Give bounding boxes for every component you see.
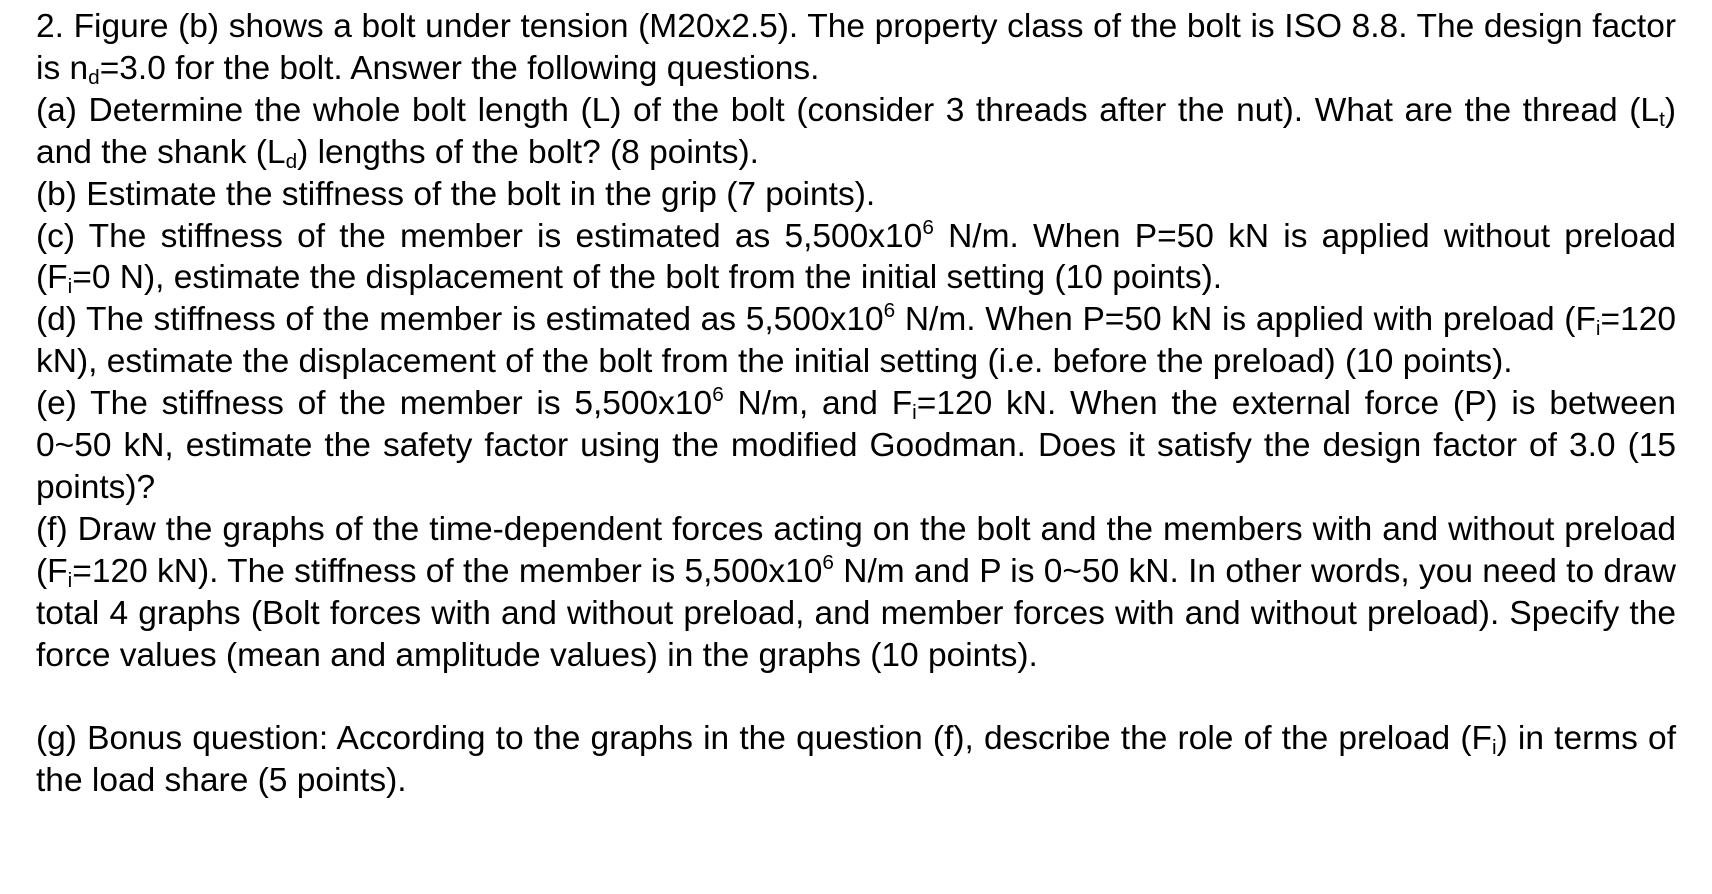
question-f-exponent: 6	[822, 550, 834, 574]
question-d-subscript-i: i	[1595, 317, 1601, 341]
question-g	[36, 718, 1676, 802]
question-f-subscript-i: i	[67, 568, 73, 592]
question-d-text-1: (d) The stiffness of the member is estimated as 5,500x10	[36, 301, 884, 339]
question-e-text-1: (e) The stiffness of the member is 5,500x10	[36, 385, 713, 423]
question-a-subscript-d: d	[285, 149, 298, 173]
problem-document	[36, 6, 1676, 802]
question-f-text-1: (f) Draw the graphs of the time-dependent forces acting on the bolt and the members with and without preload (F	[36, 510, 1676, 590]
problem-intro	[36, 6, 1676, 90]
question-e-subscript-i: i	[912, 401, 917, 425]
question-f-text-3: N/m and P is 0~50 kN. In other words, you need to draw total 4 graphs (Bolt forces with and without preload, and member forces with and without preload). Specify the force values (mean and amplitude values) in the graphs (10 points).	[36, 552, 1676, 674]
question-e-text-3: =120 kN. When the external force (P) is between 0~50 kN, estimate the safety factor using the modified Goodman. Does it satisfy the design factor of 3.0 (15 points)?	[36, 385, 1676, 506]
question-c-exponent: 6	[922, 215, 934, 239]
question-a-text-2: ) and the shank (L	[36, 91, 1676, 171]
question-c-text-3: =0 N), estimate the displacement of the bolt from the initial setting (10 points).	[72, 259, 1223, 297]
question-c-text-2: N/m. When P=50 kN is applied without preload (F	[36, 217, 1676, 297]
question-g-text-2: ) in terms of the load share (5 points).	[36, 720, 1676, 800]
intro-text-1: 2. Figure (b) shows a bolt under tension (M20x2.5). The property class of the bolt is ISO 8.8. The design factor is n	[36, 8, 1676, 87]
question-a-text-1: (a) Determine the whole bolt length (L) of the bolt (consider 3 threads after the nut). What are the thread (L	[36, 91, 1660, 129]
question-c-text-1: (c) The stiffness of the member is estimated as 5,500x10	[36, 217, 923, 255]
question-b	[36, 174, 1676, 216]
question-d-text-2: N/m. When P=50 kN is applied with preload (F	[895, 301, 1596, 339]
question-a-text-3: ) lengths of the bolt? (8 points).	[297, 133, 759, 171]
question-d	[36, 299, 1676, 383]
question-a-subscript-t: t	[1659, 108, 1665, 131]
question-f-text-2: =120 kN). The stiffness of the member is 5,500x10	[72, 552, 823, 590]
intro-subscript-d: d	[88, 66, 100, 90]
question-f	[36, 509, 1676, 677]
question-e-text-2: N/m, and F	[723, 385, 913, 423]
question-a	[36, 90, 1676, 174]
question-d-text-3: =120 kN), estimate the displacement of the bolt from the initial setting (i.e. before the preload) (10 points).	[36, 301, 1676, 381]
question-e-exponent: 6	[712, 383, 724, 407]
question-d-exponent: 6	[883, 299, 896, 323]
question-e	[36, 383, 1676, 509]
question-b-text: (b) Estimate the stiffness of the bolt in the grip (7 points).	[36, 175, 876, 213]
question-g-subscript-i: i	[1491, 736, 1497, 760]
question-c-subscript-i: i	[67, 275, 73, 299]
intro-text-2: =3.0 for the bolt. Answer the following questions.	[99, 49, 820, 87]
question-g-text-1: (g) Bonus question: According to the graphs in the question (f), describe the role of the preload (F	[36, 720, 1492, 758]
question-c	[36, 216, 1676, 300]
